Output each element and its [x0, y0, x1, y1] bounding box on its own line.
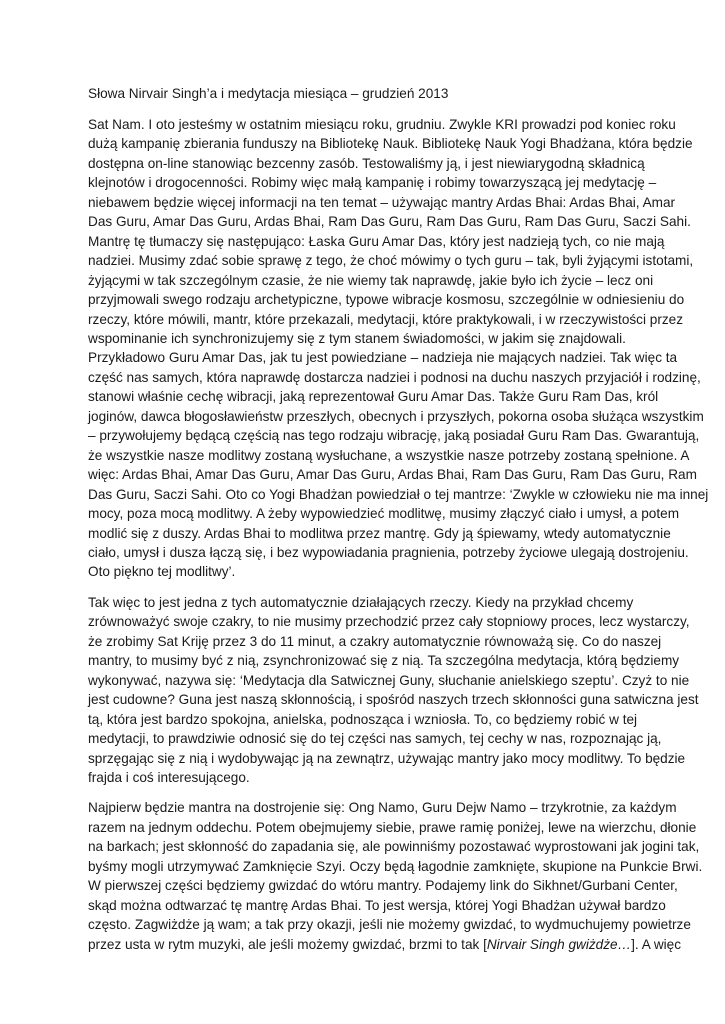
text-line: zrównoważyć swoje czakry, to nie musimy przechodzić przez cały stopniowy proces, lecz wystarczy,: [88, 614, 690, 630]
line-tail: ]. A więc: [631, 936, 682, 952]
text-line: więc: Ardas Bhai, Amar Das Guru, Amar Das Guru, Ardas Bhai, Ram Das Guru, Ram Das Guru, Ram: [88, 467, 697, 483]
text-line: że zrobimy Sat Kriję przez 3 do 11 minut, a czakry automatycznie równoważą się. Co do naszej: [88, 633, 662, 649]
text-line: medytacji, to prawdziwie odnosić się do tej części nas samych, tej cechy w nas, rozpoznając ją,: [88, 731, 662, 747]
text-line: mantry, to musimy być z nią, zsynchronizować się z nią. Ta szczególna medytacja, którą będziemy: [88, 653, 680, 669]
text-line: skąd można odtwarzać tę mantrę Ardas Bhai. To jest wersja, której Yogi Bhadżan używał bardzo: [88, 897, 666, 913]
text-line: nadziei. Musimy zdać sobie sprawę z tego, że choć mówimy o tych guru – tak, byli żyjącymi istotami,: [88, 253, 694, 269]
paragraph-2: [88, 593, 699, 788]
text-line: żyjącymi w tak szczególnym czasie, że nie wiemy tak naprawdę, jakie było ich życie – lecz oni: [88, 272, 654, 288]
text-line: modlić się z duszy. Ardas Bhai to modlitwa przez mantrę. Gdy ją śpiewamy, wtedy automatycznie: [88, 525, 671, 541]
text-line: na barkach; jest skłonność do zapadania się, ale powinniśmy pozostawać wyprostowani jak jogini tak,: [88, 839, 700, 855]
text-line: – przywołujemy będącą częścią nas tego rodzaju wibrację, jaką posiadał Guru Ram Das. Gwarantują,: [88, 428, 700, 444]
text-line: niebawem będzie więcej informacji na ten temat – używając mantry Ardas Bhai: Ardas Bhai, Amar: [88, 194, 676, 210]
text-line: ciało, umysł i dusza łączą się, i bez wypowiadania pragnienia, potrzeby życiowe ulegają dostrojeniu.: [88, 544, 689, 560]
text-line: Sat Nam. I oto jesteśmy w ostatnim miesiącu roku, grudniu. Zwykle KRI prowadzi pod koniec roku: [88, 117, 676, 132]
text-line: tą, która jest bardzo spokojna, anielska, podnosząca i wzniosła. To, co będziemy robić w tej: [88, 711, 638, 727]
text-line: mocy, poza mocą modlitwy. A żeby wypowiedzieć modlitwę, musimy złączyć ciało i umysł, a potem: [88, 506, 680, 522]
text-line: Oto piękno tej modlitwy’.: [88, 564, 236, 580]
text-line: joginów, dawca błogosławieństw przeszłych, obecnych i przyszłych, pokorna osoba służąca wszystkim: [88, 408, 704, 424]
text-line: wykonywać, nazywa się: ‘Medytacja dla Satwicznej Guny, słuchanie anielskiego szeptu’. Czyż to nie: [88, 672, 690, 688]
text-line: jest cudowne? Guna jest naszą skłonnością, i spośród naszych trzech skłonności guna satwiczna jest: [88, 692, 699, 708]
text-line: Przykładowo Guru Amar Das, jak tu jest powiedziane – nadzieja nie mających nadziei. Tak więc ta: [88, 350, 678, 366]
text-line: Najpierw będzie mantra na dostrojenie się: Ong Namo, Guru Dejw Namo – trzykrotnie, za każdym: [88, 800, 677, 816]
paragraph-1: [88, 115, 709, 582]
text-line: część nas samych, która naprawdę dostarcza nadziei i podnosi na duchu naszych przyjaciół i rodzinę,: [88, 369, 701, 385]
text-line: byśmy mogli utrzymywać Zamknięcie Szyi. Oczy będą łagodnie zamknięte, skupione na Punkcie Brwi.: [88, 858, 703, 874]
text-line: razem na jednym oddechu. Potem obejmujemy siebie, prawe ramię poniżej, lewe na wierzchu, dłonie: [88, 819, 697, 835]
text-line: że wszystkie nasze modlitwy zostaną wysłuchane, a wszystkie nasze potrzeby zostaną spełnione. A: [88, 447, 690, 463]
text-line: stanowi właśnie cechę wibracji, jaką reprezentował Guru Amar Das. Także Guru Ram Das, król: [88, 389, 659, 405]
text-line: sprzęgając się z nią i wydobywając ją na zewnątrz, używając mantry jako mocy modlitwy. To będzie: [88, 750, 686, 766]
text-line: wspominanie ich synchronizujemy się z tym stanem świadomości, w jakim się znajdowali.: [88, 330, 626, 346]
text-line: Das Guru, Saczi Sahi. Oto co Yogi Bhadżan powiedział o tej mantrze: ‘Zwykle w człowieku nie ma innej: [88, 486, 709, 502]
document-title: Słowa Nirvair Singh’a i medytacja miesiąca – grudzień 2013: [88, 86, 449, 101]
paragraph-3: [88, 798, 703, 954]
text-line: frajda i coś interesującego.: [88, 769, 250, 785]
text-line: klejnotów i drogocenności. Robimy więc małą kampanię i robimy towarzyszącą jej medytację –: [88, 175, 657, 191]
text-line: dostępna on-line stanowiąc bezcenny zasób. Testowaliśmy ją, i jest niewiarygodną składnicą: [88, 155, 645, 171]
text-line: W pierwszej części będziemy gwizdać do wtóru mantry. Podajemy link do Sikhnet/Gurbani Center,: [88, 878, 678, 894]
text-line: Das Guru, Amar Das Guru, Ardas Bhai, Ram Das Guru, Ram Das Guru, Ram Das Guru, Saczi Sahi.: [88, 214, 691, 230]
text-line: Tak więc to jest jedna z tych automatycznie działających rzeczy. Kiedy na przykład chcemy: [88, 594, 634, 610]
text-line: przez usta w rytm muzyki, ale jeśli możemy gwizdać, brzmi to tak [Nirvair Singh gwiżdże…]. A więc: [88, 936, 682, 952]
text-line: Mantrę tę tłumaczy się następująco: Łaska Guru Amar Das, który jest nadzieją tych, co nie mają: [88, 233, 665, 249]
text-line: dużą kampanię zbierania funduszy na Bibliotekę Nauk. Bibliotekę Nauk Yogi Bhadżana, która będzie: [88, 136, 693, 152]
italic-note: Nirvair Singh gwiżdże…: [486, 936, 632, 952]
text-line: rzeczy, które mówili, mantr, które przekazali, medytacji, które praktykowali, i w rzeczywistości przez: [88, 311, 684, 327]
text-line: przyjmowali swego rodzaju archetypiczne, typowe wibracje kosmosu, szczególnie w odniesieniu do: [88, 292, 685, 308]
text-line: często. Zagwiżdże ją wam; a tak przy okazji, jeśli nie możemy gwizdać, to wydmuchujemy powietrze: [88, 917, 691, 933]
